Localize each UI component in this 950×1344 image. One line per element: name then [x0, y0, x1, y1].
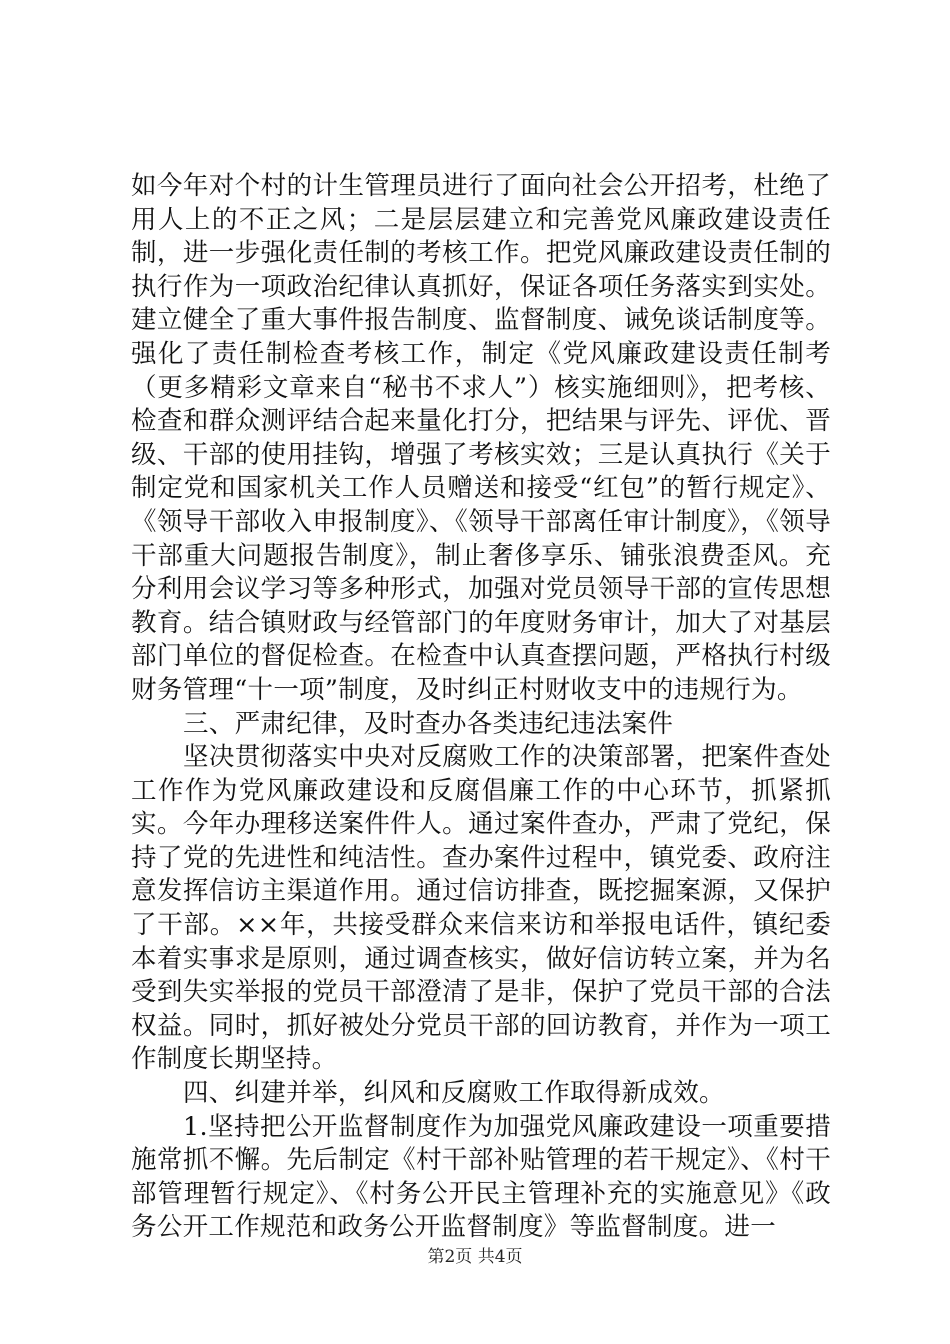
section-heading-3: 三、严肃纪律，及时查办各类违纪违法案件	[183, 708, 674, 739]
paragraph-section-4-item-1: 1.坚持把公开监督制度作为加强党风廉政建设一项重要措施常抓不懈。先后制定《村干部补贴管理的若干规定》、《村干部管理暂行规定》、《村务公开民主管理补充的实施意见》《政务公开工作规范和政务公开监督制度》等监督制度。进一	[131, 1111, 831, 1243]
page-number-footer: 第2页 共4页	[427, 1247, 523, 1267]
section-heading-4: 四、纠建并举，纠风和反腐败工作取得新成效。	[183, 1078, 725, 1109]
document-body	[131, 170, 831, 1245]
paragraph-continuation: 如今年对个村的计生管理员进行了面向社会公开招考，杜绝了用人上的不正之风；二是层层建立和完善党风廉政建设责任制，进一步强化责任制的考核工作。把党风廉政建设责任制的执行作为一项政治纪律认真抓好，保证各项任务落实到实处。建立健全了重大事件报告制度、监督制度、诫免谈话制度等。强化了责任制检查考核工作，制定《党风廉政建设责任制考（更多精彩文章来自“秘书不求人”）核实施细则》，把考核、检查和群众测评结合起来量化打分，把结果与评先、评优、晋级、干部的使用挂钩，增强了考核实效；三是认真执行《关于制定党和国家机关工作人员赠送和接受“红包”的暂行规定》、《领导干部收入申报制度》、《领导干部离任审计制度》，《领导干部重大问题报告制度》，制止奢侈享乐、铺张浪费歪风。充分利用会议学习等多种形式，加强对党员领导干部的宣传思想教育。结合镇财政与经管部门的年度财务审计，加大了对基层部门单位的督促检查。在检查中认真查摆问题，严格执行村级财务管理“十一项”制度，及时纠正村财收支中的违规行为。	[131, 171, 831, 705]
paragraph-section-3: 坚决贯彻落实中央对反腐败工作的决策部署，把案件查处工作作为党风廉政建设和反腐倡廉工作的中心环节，抓紧抓实。今年办理移送案件件人。通过案件查办，严肃了党纪，保持了党的先进性和纯洁性。查办案件过程中，镇党委、政府注意发挥信访主渠道作用。通过信访排查，既挖掘案源，又保护了干部。××年，共接受群众来信来访和举报电话件，镇纪委本着实事求是原则，通过调查核实，做好信访转立案，并为名受到失实举报的党员干部澄清了是非，保护了党员干部的合法权益。同时，抓好被处分党员干部的回访教育，并作为一项工作制度长期坚持。	[131, 742, 831, 1075]
